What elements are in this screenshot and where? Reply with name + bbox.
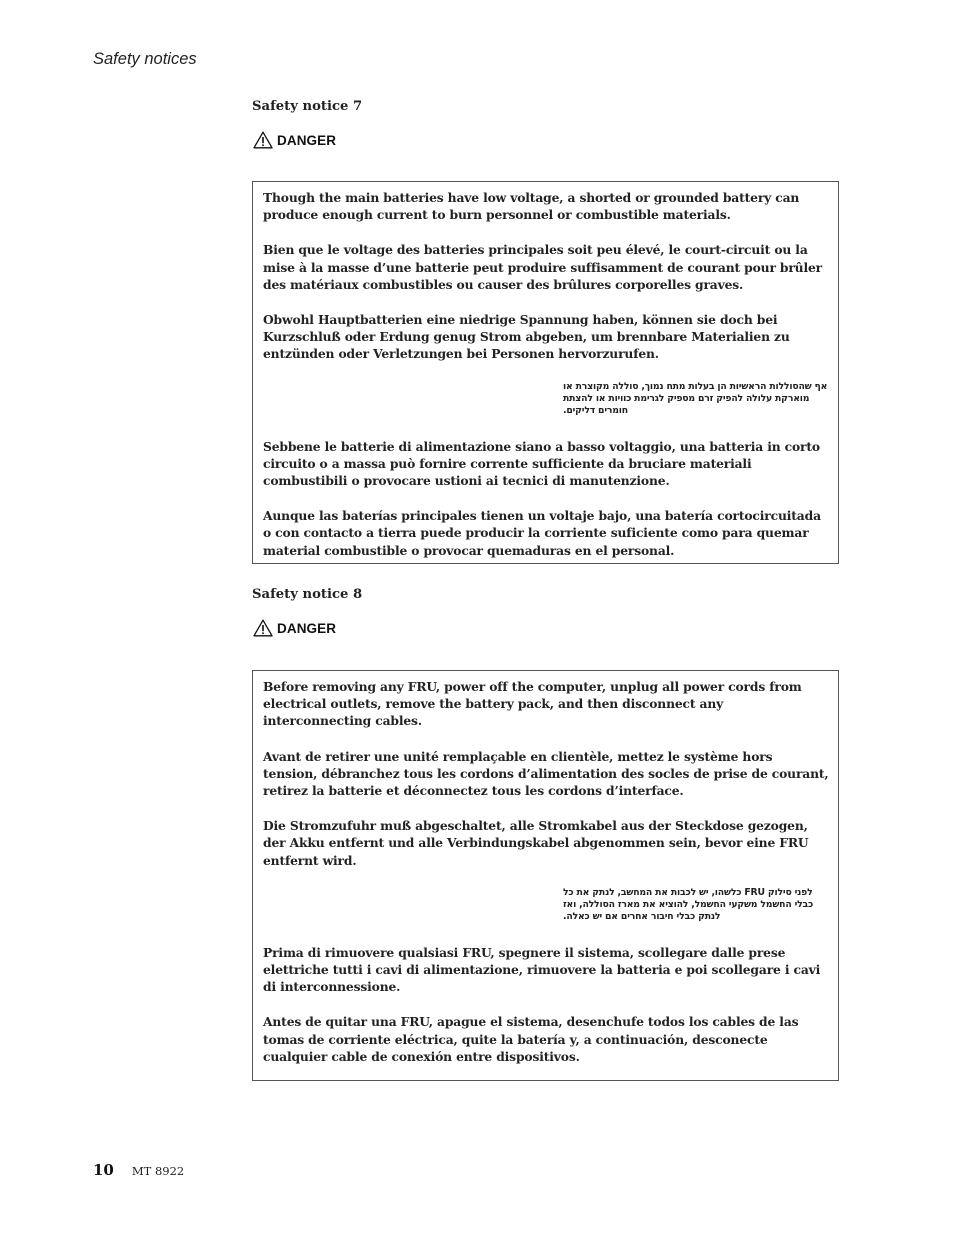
notice-7-italian-text: Sebbene le batterie di alimentazione siano a basso voltaggio, una batteria in corto circuito o a massa può fornire corrente sufficiente da bruciare materiali combustibili o provocare ustioni ai tecnici di manutenzione. — [263, 438, 820, 488]
danger-heading-8 — [253, 619, 336, 637]
notice-8-italian-text: Prima di rimuovere qualsiasi FRU, spegnere il sistema, scollegare dalle prese elettriche tutti i cavi di alimentazione, rimuovere la batteria e poi scollegare i cavi di interconnessione. — [263, 944, 821, 995]
notice-8-hebrew-text: לפני סילוק FRU כלשהו, יש לכבות את המחשב, לנתק את כל כבלי החשמל משקעי החשמל, להוציא את מארז הסוללה, ואז לנתק כבלי חיבור אחרים אם יש כאלה. — [563, 886, 814, 923]
warning-triangle-icon — [253, 131, 273, 149]
safety-notice-7-title: Safety notice 7 — [252, 99, 363, 114]
danger-label: DANGER — [277, 620, 337, 636]
page-number: 10 — [93, 1161, 114, 1179]
page-footer — [93, 1161, 184, 1179]
notice-7-spanish-text: Aunque las baterías principales tienen un voltaje bajo, una batería cortocircuitada o con contacto a tierra puede producir la corriente suficiente como para quemar material combustible o provocar quemaduras en el personal. — [263, 508, 821, 558]
warning-triangle-icon — [253, 619, 273, 637]
safety-notice-8-title: Safety notice 8 — [252, 587, 363, 602]
safety-notice-7-box — [252, 181, 839, 564]
notice-7-german-text: Obwohl Hauptbatterien eine niedrige Spannung haben, können sie doch bei Kurzschluß oder Erdung genug Strom abgeben, um brennbare Materialien zu entzünden oder Verletzungen bei Personen hervorzurufen. — [263, 312, 790, 362]
notice-7-french-text: Bien que le voltage des batteries principales soit peu élevé, le court-circuit ou la mise à la masse d’une batterie peut produire suffisamment de courant pour brûler des matériaux combustibles ou causer des brûlures corporelles graves. — [263, 242, 823, 292]
notice-8-french-text: Avant de retirer une unité remplaçable en clientèle, mettez le système hors tension, débranchez tous les cordons d’alimentation des socles de prise de courant, retirez la batterie et déconnectez tous les cordons d’interface. — [263, 748, 829, 799]
notice-8-english-text: Before removing any FRU, power off the computer, unplug all power cords from electrical outlets, remove the battery pack, and then disconnect any interconnecting cables. — [263, 679, 802, 729]
notice-7-english-text: Though the main batteries have low voltage, a shorted or grounded battery can produce enough current to burn personnel or combustible materials. — [263, 190, 800, 223]
danger-heading-7 — [253, 131, 336, 149]
notice-7-hebrew-text: אף שהסוללות הראשיות הן בעלות מתח נמוך, סוללה מקוצרת או מוארקת עלולה להפיק זרם מספיק לגרימת כוויות או להצתת חומרים דליקים. — [563, 380, 828, 417]
notice-8-spanish-text: Antes de quitar una FRU, apague el sistema, desenchufe todos los cables de las tomas de corriente eléctrica, quite la batería y, a continuación, desconecte cualquier cable de conexión entre dispositivos. — [263, 1014, 799, 1064]
danger-label: DANGER — [277, 132, 337, 148]
running-header-title: Safety notices — [93, 50, 197, 68]
notice-8-german-text: Die Stromzufuhr muß abgeschaltet, alle Stromkabel aus der Steckdose gezogen, der Akku entfernt und alle Verbindungskabel abgenommen sein, bevor eine FRU entfernt wird. — [263, 818, 809, 868]
safety-notice-8-box — [252, 670, 839, 1081]
document-id: MT 8922 — [131, 1164, 185, 1178]
